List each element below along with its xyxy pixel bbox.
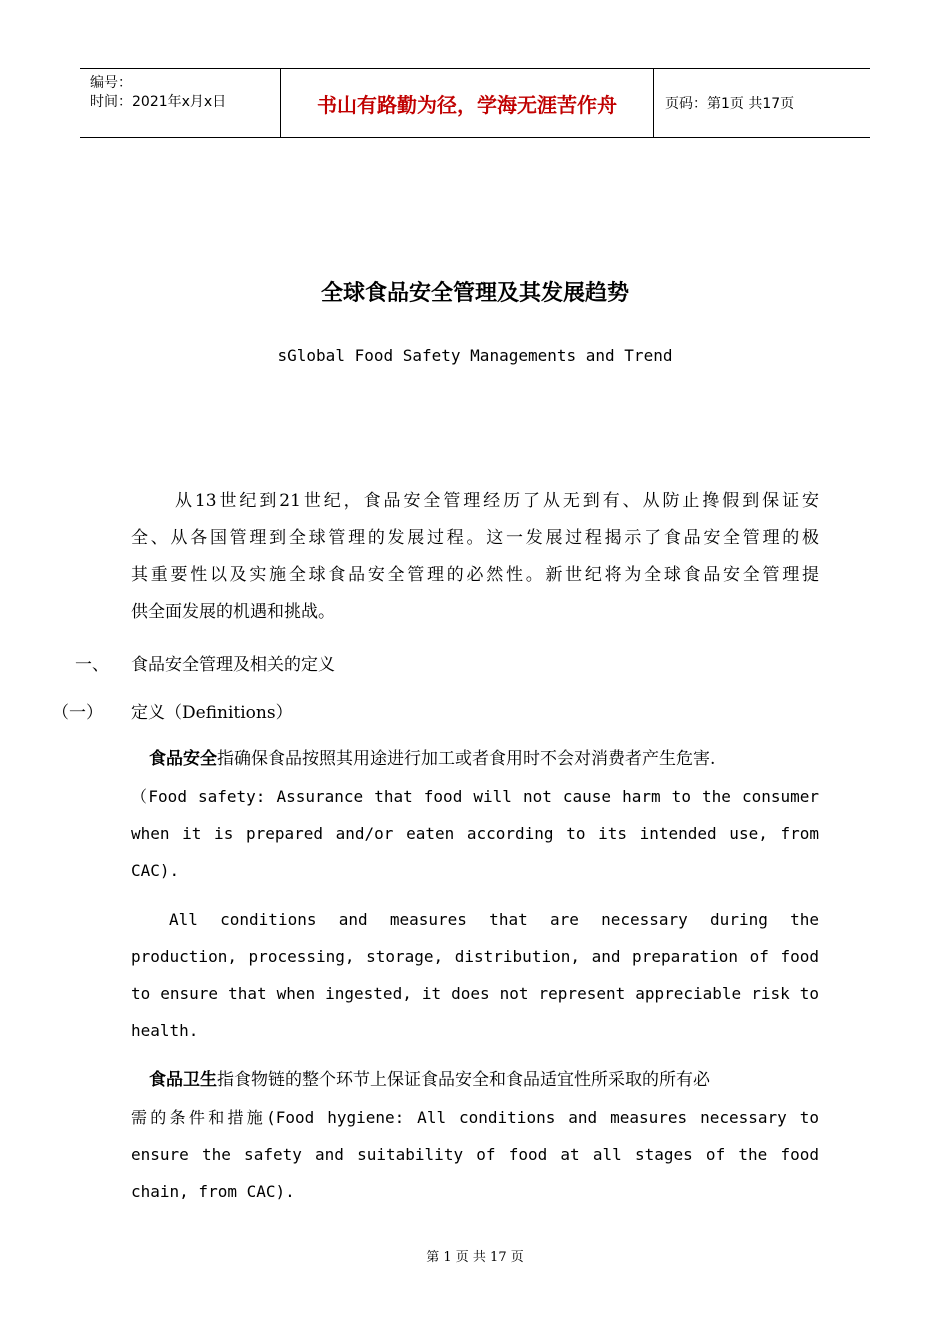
food-hygiene-line: ensure the safety and suitability of food at all stages of the food: [131, 1145, 819, 1164]
food-hygiene-line: chain, from CAC).: [131, 1182, 295, 1201]
section-number: 一、: [75, 655, 109, 675]
time-label: 时间：2021年x月x日: [90, 94, 227, 110]
intro-line: 从13世纪到21世纪，食品安全管理经历了从无到有、从防止搀假到保证安: [175, 491, 819, 511]
subsection-number: （一）: [52, 703, 103, 723]
document-subtitle: sGlobal Food Safety Managements and Trend: [277, 346, 673, 365]
food-hygiene-line: 需的条件和措施(Food hygiene: All conditions and measures necessary to: [131, 1108, 819, 1127]
header-meta: [80, 69, 281, 137]
food-safety-line: CAC).: [131, 861, 180, 880]
food-safety-line: （Food safety: Assurance that food will not cause harm to the consumer: [131, 787, 819, 806]
food-hygiene-first-line: [131, 1062, 819, 1099]
food-safety-first-line: [131, 741, 829, 778]
food-hygiene-term: 食品卫生: [149, 1070, 217, 1090]
page-footer: 第 1 页 共 17 页: [426, 1250, 524, 1265]
subsection-title: 定义（Definitions）: [131, 703, 293, 723]
intro-line: 供全面发展的机遇和挑战。: [131, 602, 335, 622]
food-safety-line: when it is prepared and/or eaten according to its intended use, from: [131, 824, 819, 843]
header-page-label: 页码：第1页 共17页: [665, 96, 795, 112]
food-hygiene-en-paragraph: [131, 901, 819, 1049]
food-hygiene-en-line: production, processing, storage, distribution, and preparation of food: [131, 947, 819, 966]
food-safety-paragraph: [131, 741, 829, 889]
document-title: 全球食品安全管理及其发展趋势: [320, 281, 629, 306]
food-hygiene-definition: 指食物链的整个环节上保证食品安全和食品适宜性所采取的所有必: [217, 1070, 710, 1090]
number-label: 编号：: [90, 75, 132, 91]
food-hygiene-en-line: health.: [131, 1021, 199, 1040]
intro-paragraph: [131, 483, 819, 631]
intro-line: 全、从各国管理到全球管理的发展过程。这一发展过程揭示了食品安全管理的极: [131, 528, 819, 548]
page-header: [80, 68, 870, 138]
food-safety-term: 食品安全: [149, 749, 217, 769]
header-motto: 书山有路勤为径，学海无涯苦作舟: [281, 69, 654, 137]
intro-line: 其重要性以及实施全球食品安全管理的必然性。新世纪将为全球食品安全管理提: [131, 565, 819, 585]
food-hygiene-paragraph: [131, 1062, 819, 1210]
food-hygiene-en-line: to ensure that when ingested, it does not represent appreciable risk to: [131, 984, 819, 1003]
food-safety-definition: 指确保食品按照其用途进行加工或者食用时不会对消费者产生危害.: [217, 749, 716, 769]
food-hygiene-en-line: All conditions and measures that are necessary during the: [169, 910, 819, 929]
section-title: 食品安全管理及相关的定义: [131, 655, 335, 675]
